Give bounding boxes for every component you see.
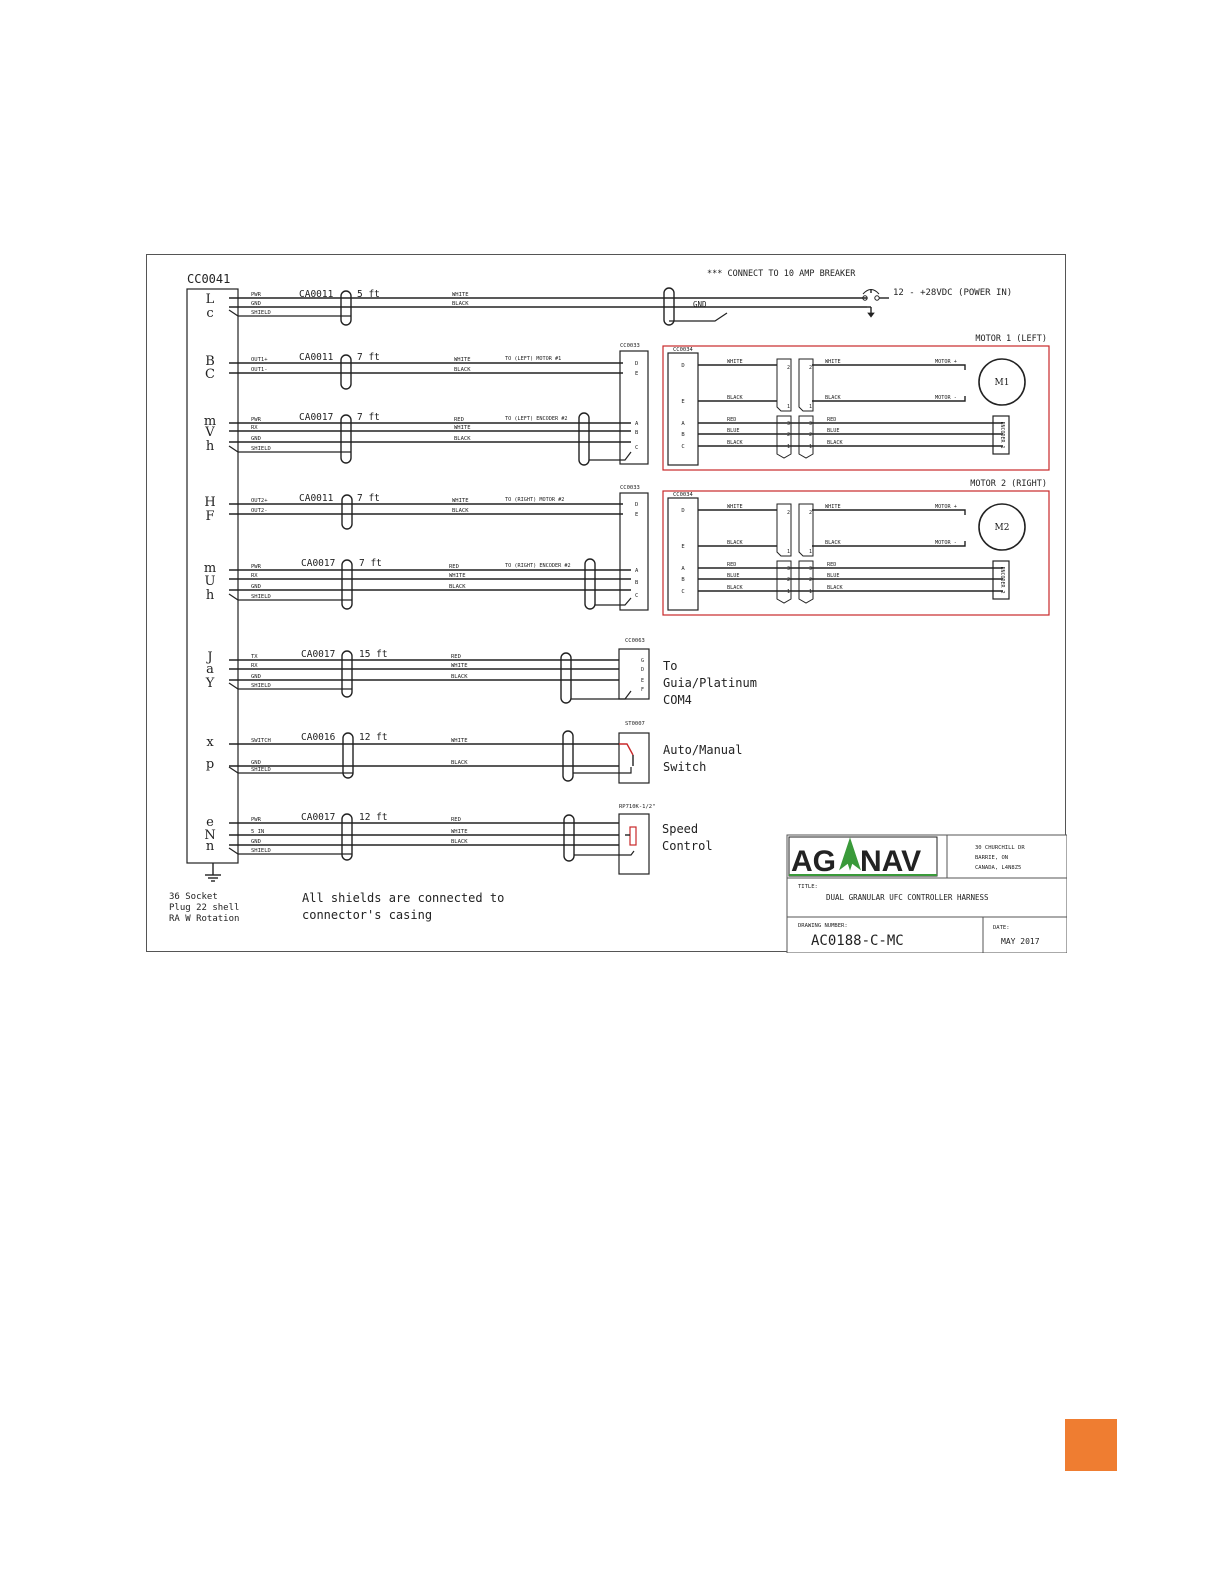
- encoder-shield-1: [589, 452, 631, 460]
- pin-letter-e: e: [206, 815, 214, 830]
- cable-id: CA0017: [301, 558, 336, 569]
- wire-color-label: RED: [454, 417, 464, 423]
- cable-id: CA0017: [301, 812, 336, 823]
- signal-label: GND: [251, 674, 261, 680]
- com-connector-pin: E: [641, 678, 645, 684]
- motor-2-wire-color-out: WHITE: [825, 504, 841, 510]
- cable-clamp: [341, 355, 351, 389]
- wire-color-label: WHITE: [451, 829, 468, 835]
- pot-connector-id: RP710K-1/2": [619, 804, 656, 810]
- signal-label: GND: [251, 839, 261, 845]
- pin-letter-N: N: [204, 828, 216, 843]
- motor-2-wire-color-out: BLACK: [825, 540, 841, 546]
- motor-2-wire-color: BLACK: [727, 540, 743, 546]
- cable-clamp: [342, 560, 352, 609]
- mid-connector-1-pin-E: E: [635, 371, 639, 377]
- mid-connector-2-body: [620, 493, 648, 610]
- motor-2-pin-B: B: [681, 577, 685, 583]
- mid-connector-1-pin-D: D: [635, 361, 639, 367]
- wire-color-label: WHITE: [452, 292, 469, 298]
- com-label-line: To: [663, 659, 678, 673]
- motor-2-splice-num: 3: [809, 566, 813, 572]
- breaker-contact-right: [875, 296, 879, 300]
- motor-1-splice-num: 1: [787, 444, 791, 450]
- cable-id: CA0011: [299, 289, 334, 300]
- mid-connector-1-pin-C: C: [635, 445, 639, 451]
- address-line: 30 CHURCHILL DR: [975, 845, 1025, 851]
- switch-clamp: [563, 731, 573, 781]
- cable-id: CA0017: [301, 649, 336, 660]
- gnd-label: GND: [693, 300, 707, 309]
- signal-label: SHIELD: [251, 310, 271, 316]
- motor-1-motor-minus: MOTOR -: [935, 395, 957, 401]
- pot-shield: [574, 851, 634, 855]
- gnd-arrow: [868, 313, 874, 317]
- signal-label: RX: [251, 663, 258, 669]
- motor-2-enc-color-out: RED: [827, 562, 837, 568]
- wire-color-label: WHITE: [451, 738, 468, 744]
- shield-wire: [229, 446, 351, 452]
- mid-connector-2-pin-E: E: [635, 512, 639, 518]
- wire-color-label: RED: [451, 817, 461, 823]
- motor-1-motor-label: M1: [994, 378, 1010, 388]
- motor-1-conn-id: CC0034: [673, 347, 693, 353]
- signal-label: PWR: [251, 292, 261, 298]
- wire-color-label: BLACK: [451, 760, 468, 766]
- signal-label: SHIELD: [251, 767, 271, 773]
- cable-length: 7 ft: [357, 493, 380, 504]
- signal-label: GND: [251, 301, 261, 307]
- wire-color-label: RED: [451, 654, 461, 660]
- pin-letter-L: L: [205, 292, 215, 307]
- switch-gnd-wire: [573, 767, 631, 773]
- mid-connector-1-pin-A: A: [635, 421, 639, 427]
- drawing-date: MAY 2017: [1001, 937, 1040, 946]
- cable-clamp: [341, 415, 351, 463]
- pin-letter-J: J: [207, 650, 213, 665]
- pin-letter-m: m: [203, 561, 217, 576]
- wire-color-label: BLACK: [452, 508, 469, 514]
- pin-letter-F: F: [205, 509, 215, 524]
- signal-label: OUT2-: [251, 508, 268, 514]
- wire-destination-note: TO (RIGHT) ENCODER #2: [505, 563, 571, 569]
- motor-2-wire-color: WHITE: [727, 504, 743, 510]
- cable-length: 7 ft: [357, 412, 380, 423]
- pin-letter-h: h: [205, 439, 215, 454]
- wire-color-label: BLACK: [451, 839, 468, 845]
- page-corner-badge: [1065, 1419, 1117, 1471]
- pin-letter-U: U: [204, 574, 216, 589]
- motor-2-pin-C: C: [681, 589, 685, 595]
- cable-id: CA0017: [299, 412, 334, 423]
- date-label: DATE:: [993, 925, 1010, 931]
- pin-letter-p: p: [205, 757, 215, 772]
- wiring-diagram-sheet: [146, 254, 1066, 952]
- pin-letter-n: n: [205, 839, 215, 854]
- pin-letter-a: a: [206, 662, 214, 677]
- motor-1-splice-num: 1: [787, 404, 791, 410]
- encoder-shield-2: [595, 598, 631, 605]
- motor-1-splice-num: 2: [809, 432, 813, 438]
- mid-connector-1-id: CC0033: [620, 343, 640, 349]
- motor-1-splice-num: 1: [809, 404, 813, 410]
- power-supply-label: 12 - +28VDC (POWER IN): [893, 288, 1013, 298]
- motor-2-encoder-label: ENCODER 2: [999, 566, 1005, 594]
- motor-2-splice-num: 2: [809, 510, 813, 516]
- motor-2-enc-color: BLUE: [727, 573, 740, 579]
- shield-note-line: connector's casing: [302, 908, 433, 922]
- mid-connector-2-pin-A: A: [635, 568, 639, 574]
- signal-label: SHIELD: [251, 848, 271, 854]
- motor-2-splice-num: 1: [809, 549, 813, 555]
- signal-label: 5 IN: [251, 829, 265, 835]
- signal-label: SWITCH: [251, 738, 271, 744]
- motor-1-pin-B: B: [681, 432, 685, 438]
- shield-wire: [229, 683, 352, 689]
- wire-color-label: WHITE: [451, 663, 468, 669]
- wire-color-label: RED: [449, 564, 459, 570]
- cable-clamp: [342, 495, 352, 529]
- address-line: BARRIE, ON: [975, 855, 1009, 861]
- motor-1-title: MOTOR 1 (LEFT): [975, 334, 1047, 344]
- encoder-loop-clamp: [579, 413, 589, 465]
- motor-2-motor-lead-top: [955, 510, 965, 515]
- wire-destination-note: TO (RIGHT) MOTOR #2: [505, 497, 565, 503]
- motor-1-pin-E: E: [681, 399, 685, 405]
- pot-label-line: Control: [662, 839, 713, 853]
- motor-2-splice-num: 2: [787, 577, 791, 583]
- signal-label: OUT2+: [251, 498, 268, 504]
- pin-letter-x: x: [206, 735, 214, 750]
- aganav-logo-left: AG: [791, 845, 836, 878]
- switch-label-line: Auto/Manual: [663, 743, 743, 757]
- cable-length: 7 ft: [359, 558, 382, 569]
- motor-1-wire-color-out: WHITE: [825, 359, 841, 365]
- signal-label: OUT1-: [251, 367, 268, 373]
- drawing-number-label: DRAWING NUMBER:: [798, 923, 848, 929]
- pin-letter-H: H: [204, 495, 216, 510]
- motor-1-enc-color: BLUE: [727, 428, 740, 434]
- signal-label: PWR: [251, 564, 261, 570]
- pin-letter-B: B: [205, 354, 215, 369]
- cable-length: 12 ft: [359, 732, 388, 743]
- motor-2-conn-id: CC0034: [673, 492, 693, 498]
- motor-2-enc-color-out: BLUE: [827, 573, 840, 579]
- pot-label-line: Speed: [662, 822, 699, 836]
- motor-1-wire-color-out: BLACK: [825, 395, 841, 401]
- motor-2-pin-E: E: [681, 544, 685, 550]
- motor-1-enc-color: RED: [727, 417, 737, 423]
- motor-2-motor-label: M2: [994, 523, 1010, 533]
- com-connector-id: CC0063: [625, 638, 645, 644]
- signal-label: RX: [251, 573, 258, 579]
- com-connector-pin: D: [641, 667, 645, 673]
- motor-2-splice-num: 1: [809, 589, 813, 595]
- motor-1-enc-color-out: BLACK: [827, 440, 843, 446]
- cable-id: CA0011: [299, 352, 334, 363]
- cable-length: 15 ft: [359, 649, 388, 660]
- wire-color-label: BLACK: [454, 436, 471, 442]
- shield-wire: [229, 594, 352, 600]
- pin-letter-m: m: [203, 414, 217, 429]
- motor-2-pin-D: D: [681, 508, 685, 514]
- switch-label-line: Switch: [663, 760, 707, 774]
- signal-label: GND: [251, 436, 261, 442]
- wire-color-label: BLACK: [452, 301, 469, 307]
- motor-2-splice-num: 1: [787, 589, 791, 595]
- com-connector-pin: G: [641, 658, 645, 664]
- motor-1-motor-lead-top: [955, 365, 965, 370]
- motor-1-splice-num: 1: [809, 444, 813, 450]
- wire-color-label: BLACK: [449, 584, 466, 590]
- mid-connector-2-id: CC0033: [620, 485, 640, 491]
- cable-clamp: [342, 814, 352, 860]
- cable-length: 7 ft: [357, 352, 380, 363]
- pin-letter-Y: Y: [205, 676, 215, 691]
- motor-1-splice-num: 3: [787, 421, 791, 427]
- motor-2-motor-plus: MOTOR +: [935, 504, 957, 510]
- motor-1-splice-num: 3: [809, 421, 813, 427]
- pin-letter-c: c: [206, 306, 214, 321]
- signal-label: TX: [251, 654, 258, 660]
- pin-letter-h: h: [205, 588, 215, 603]
- mid-connector-1-body: [620, 351, 648, 464]
- cable-id: CA0016: [301, 732, 336, 743]
- signal-label: GND: [251, 760, 261, 766]
- wiring-diagram: [147, 255, 1067, 953]
- signal-label: SHIELD: [251, 446, 271, 452]
- wire-destination-note: TO (LEFT) ENCODER #2: [505, 416, 568, 422]
- com-label-line: COM4: [663, 693, 692, 707]
- wire-color-label: WHITE: [454, 357, 471, 363]
- motor-2-title: MOTOR 2 (RIGHT): [970, 479, 1047, 489]
- cable-id: CA0011: [299, 493, 334, 504]
- shield-wire: [229, 767, 353, 773]
- switch-connector-body: [619, 733, 649, 783]
- mid-connector-1-pin-B: B: [635, 430, 639, 436]
- aganav-logo-right: NAV: [860, 845, 922, 878]
- motor-1-pin-C: C: [681, 444, 685, 450]
- signal-label: GND: [251, 584, 261, 590]
- motor-1-wire-color: BLACK: [727, 395, 743, 401]
- motor-1-wire-color: WHITE: [727, 359, 743, 365]
- cable-clamp: [343, 733, 353, 778]
- connector-note: RA W Rotation: [169, 914, 240, 924]
- wire-color-label: WHITE: [449, 573, 466, 579]
- motor-1-enc-color-out: BLUE: [827, 428, 840, 434]
- motor-2-enc-color: RED: [727, 562, 737, 568]
- com-connector-pin: F: [641, 687, 645, 693]
- motor-1-encoder-label: ENCODER 1: [999, 421, 1005, 449]
- wire-color-label: BLACK: [451, 674, 468, 680]
- mid-connector-2-pin-B: B: [635, 580, 639, 586]
- switch-connector-id: ST0007: [625, 721, 645, 727]
- com-connector-body: [619, 649, 649, 699]
- com-shield: [571, 691, 631, 699]
- shield-note-line: All shields are connected to: [302, 891, 505, 905]
- pin-letter-C: C: [205, 367, 215, 382]
- motor-2-splice-num: 2: [809, 577, 813, 583]
- signal-label: RX: [251, 425, 258, 431]
- motor-1-enc-color: BLACK: [727, 440, 743, 446]
- motor-2-splice-num: 2: [787, 510, 791, 516]
- drawing-title: DUAL GRANULAR UFC CONTROLLER HARNESS: [826, 893, 989, 902]
- wire-color-label: BLACK: [454, 367, 471, 373]
- cable-clamp: [342, 651, 352, 697]
- motor-1-pin-A: A: [681, 421, 685, 427]
- breaker-note: *** CONNECT TO 10 AMP BREAKER: [707, 269, 856, 279]
- cable-length: 12 ft: [359, 812, 388, 823]
- motor-2-enc-color: BLACK: [727, 585, 743, 591]
- shield-wire: [229, 848, 352, 854]
- wire-destination-note: TO (LEFT) MOTOR #1: [505, 356, 562, 362]
- com-label-line: Guia/Platinum: [663, 676, 757, 690]
- encoder-loop-clamp: [585, 559, 595, 609]
- signal-label: PWR: [251, 417, 261, 423]
- signal-label: PWR: [251, 817, 261, 823]
- signal-label: OUT1+: [251, 357, 268, 363]
- motor-2-splice-num: 1: [787, 549, 791, 555]
- potentiometer-symbol: [630, 827, 636, 845]
- main-connector-id: CC0041: [187, 272, 231, 286]
- title-label: TITLE:: [798, 884, 818, 890]
- motor-1-motor-plus: MOTOR +: [935, 359, 957, 365]
- pot-clamp: [564, 815, 574, 861]
- drawing-number: AC0188-C-MC: [811, 933, 904, 949]
- address-line: CANADA, L4N8Z5: [975, 865, 1022, 871]
- connector-note: Plug 22 shell: [169, 903, 240, 913]
- connector-note: 36 Socket: [169, 892, 218, 902]
- shield-wire: [229, 310, 351, 316]
- gnd-shield-wire: [669, 313, 727, 321]
- motor-1-splice-num: 2: [809, 365, 813, 371]
- motor-1-splice-num: 2: [787, 432, 791, 438]
- pin-letter-V: V: [205, 425, 215, 440]
- signal-label: SHIELD: [251, 594, 271, 600]
- motor-1-splice-num: 2: [787, 365, 791, 371]
- motor-2-splice-num: 3: [787, 566, 791, 572]
- mid-connector-2-pin-D: D: [635, 502, 639, 508]
- motor-1-pin-D: D: [681, 363, 685, 369]
- motor-2-motor-minus: MOTOR -: [935, 540, 957, 546]
- wire-color-label: WHITE: [452, 498, 469, 504]
- pot-connector-body: [619, 814, 649, 874]
- mid-connector-2-pin-C: C: [635, 593, 639, 599]
- cable-length: 5 ft: [357, 289, 380, 300]
- switch-contact: [619, 744, 633, 755]
- cable-clamp: [341, 291, 351, 325]
- motor-1-enc-color-out: RED: [827, 417, 837, 423]
- wire-color-label: WHITE: [454, 425, 471, 431]
- signal-label: SHIELD: [251, 683, 271, 689]
- motor-2-enc-color-out: BLACK: [827, 585, 843, 591]
- motor-2-pin-A: A: [681, 566, 685, 572]
